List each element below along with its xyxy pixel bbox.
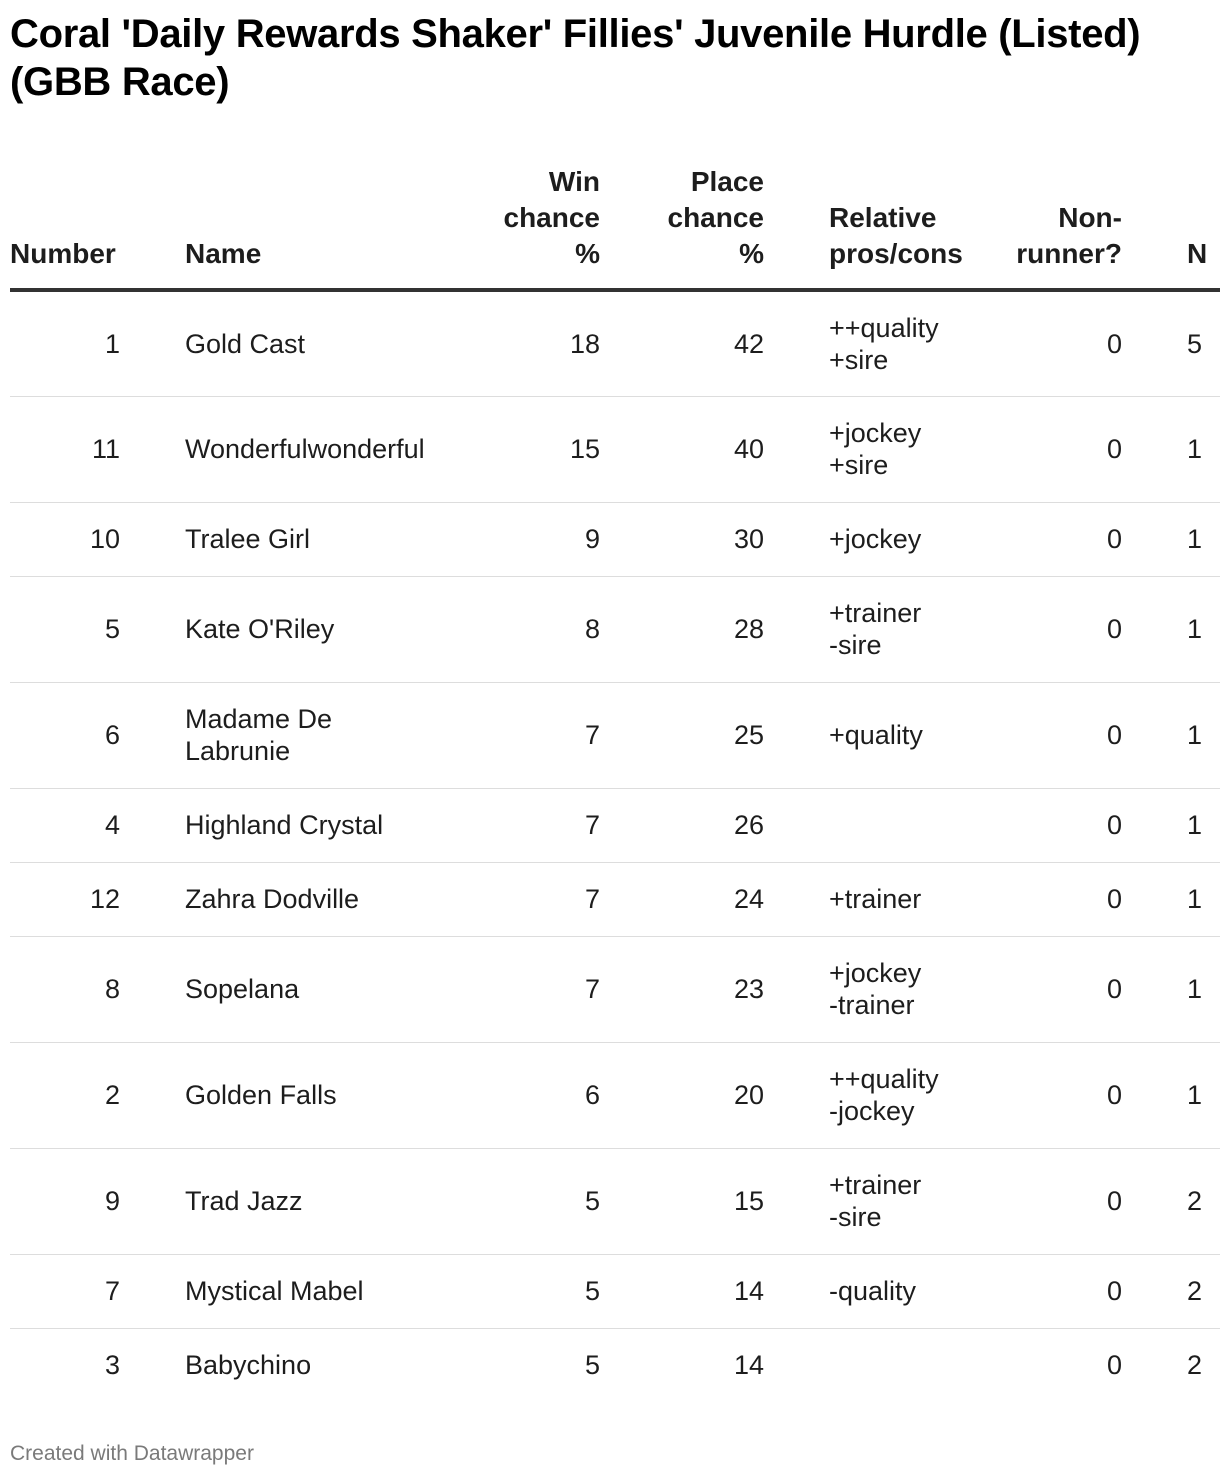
- footer-credit[interactable]: Created with Datawrapper: [10, 1442, 254, 1465]
- cell-non-runner: [954, 396, 1122, 502]
- cell-name: [120, 1042, 410, 1148]
- cell-place-chance: [600, 1328, 764, 1402]
- cell-relative-pros-cons-text: +trainer: [829, 884, 922, 914]
- cell-non-runner-text: 0: [1106, 1350, 1122, 1381]
- cell-place-chance: [600, 862, 764, 936]
- cell-extra: [1122, 1042, 1220, 1148]
- cell-win-chance-text: 7: [584, 810, 600, 840]
- cell-place-chance: [600, 502, 764, 576]
- cell-name: [120, 936, 410, 1042]
- cell-number: [10, 1328, 120, 1402]
- cell-relative-pros-cons-text: ++quality -jockey: [829, 1064, 939, 1126]
- cell-extra-text: 1: [1187, 434, 1203, 464]
- cell-place-chance-text: 14: [733, 1276, 764, 1306]
- cell-place-chance: [600, 576, 764, 682]
- header-non-runner[interactable]: [954, 160, 1122, 290]
- header-place-chance[interactable]: [600, 160, 764, 290]
- cell-extra-text: 1: [1187, 974, 1203, 1004]
- cell-win-chance-text: 8: [584, 614, 600, 644]
- cell-extra-text: 1: [1187, 1080, 1203, 1110]
- cell-extra-text: 1: [1187, 524, 1203, 554]
- cell-number-text: 12: [89, 884, 120, 914]
- cell-relative-pros-cons: [764, 862, 954, 936]
- table-row: [10, 396, 1220, 502]
- cell-non-runner-text: 0: [1106, 974, 1122, 1004]
- cell-win-chance-text: 15: [569, 434, 600, 464]
- cell-relative-pros-cons-text: +trainer -sire: [829, 1170, 922, 1232]
- cell-name-text: Wonderfulwonderful: [185, 434, 425, 464]
- cell-extra-text: 2: [1187, 1350, 1203, 1381]
- cell-number: [10, 290, 120, 396]
- table-row: [10, 1148, 1220, 1254]
- cell-place-chance: [600, 936, 764, 1042]
- table-row: [10, 682, 1220, 788]
- cell-place-chance: [600, 788, 764, 862]
- cell-number-text: 6: [104, 720, 120, 750]
- table-row: [10, 1042, 1220, 1148]
- cell-place-chance-text: 40: [733, 434, 764, 464]
- cell-extra: [1122, 1254, 1220, 1328]
- cell-extra-text: 1: [1187, 720, 1203, 750]
- cell-win-chance-text: 5: [584, 1186, 600, 1216]
- cell-place-chance-text: 25: [733, 720, 764, 750]
- cell-extra: [1122, 1328, 1220, 1402]
- cell-place-chance-text: 20: [733, 1080, 764, 1110]
- cell-place-chance-text: 15: [733, 1186, 764, 1216]
- cell-relative-pros-cons: [764, 682, 954, 788]
- cell-win-chance: [410, 862, 600, 936]
- cell-extra: [1122, 936, 1220, 1042]
- cell-place-chance-text: 26: [733, 810, 764, 840]
- cell-relative-pros-cons: [764, 788, 954, 862]
- cell-number-text: 2: [104, 1080, 120, 1110]
- cell-win-chance-text: 9: [584, 524, 600, 554]
- cell-relative-pros-cons-text: +jockey +sire: [829, 418, 922, 480]
- cell-win-chance: [410, 502, 600, 576]
- cell-non-runner-text: 0: [1106, 810, 1122, 840]
- cell-relative-pros-cons: [764, 290, 954, 396]
- cell-name: [120, 290, 410, 396]
- cell-relative-pros-cons-text: -quality: [829, 1276, 917, 1306]
- header-place-chance-label: Place chance %: [667, 166, 764, 269]
- header-win-chance[interactable]: [410, 160, 600, 290]
- cell-number: [10, 576, 120, 682]
- cell-place-chance-text: 42: [733, 328, 764, 359]
- cell-extra: [1122, 290, 1220, 396]
- cell-win-chance-text: 7: [584, 884, 600, 914]
- cell-name-text: Sopelana: [185, 974, 300, 1004]
- cell-place-chance: [600, 1148, 764, 1254]
- cell-extra: [1122, 862, 1220, 936]
- cell-number-text: 5: [104, 614, 120, 644]
- cell-win-chance-text: 6: [584, 1080, 600, 1110]
- cell-extra-text: 1: [1187, 884, 1203, 914]
- cell-win-chance: [410, 576, 600, 682]
- cell-number: [10, 682, 120, 788]
- cell-extra: [1122, 682, 1220, 788]
- cell-non-runner: [954, 1042, 1122, 1148]
- cell-name-text: Gold Cast: [185, 328, 306, 359]
- cell-extra-text: 1: [1187, 810, 1203, 840]
- cell-win-chance-text: 7: [584, 974, 600, 1004]
- cell-place-chance-text: 14: [733, 1350, 764, 1381]
- cell-non-runner-text: 0: [1106, 1186, 1122, 1216]
- cell-relative-pros-cons: [764, 936, 954, 1042]
- cell-win-chance: [410, 1148, 600, 1254]
- cell-name-text: Trad Jazz: [185, 1186, 303, 1216]
- cell-win-chance: [410, 1042, 600, 1148]
- cell-non-runner: [954, 682, 1122, 788]
- cell-number-text: 4: [104, 810, 120, 840]
- table-header-row: [10, 160, 1220, 290]
- cell-relative-pros-cons: [764, 1328, 954, 1402]
- cell-name-text: Highland Crystal: [185, 810, 384, 840]
- cell-win-chance: [410, 682, 600, 788]
- cell-non-runner-text: 0: [1106, 884, 1122, 914]
- table-row: [10, 936, 1220, 1042]
- cell-name-text: Madame De Labrunie: [185, 704, 333, 766]
- cell-place-chance-text: 30: [733, 524, 764, 554]
- cell-number-text: 7: [104, 1276, 120, 1306]
- cell-place-chance: [600, 682, 764, 788]
- chart-title: Coral 'Daily Rewards Shaker' Fillies' Juvenile Hurdle (Listed) (GBB Race): [10, 12, 1141, 104]
- cell-extra: [1122, 502, 1220, 576]
- table-row: [10, 1328, 1220, 1402]
- cell-win-chance-text: 5: [584, 1350, 600, 1381]
- cell-win-chance-text: 7: [584, 720, 600, 750]
- cell-non-runner-text: 0: [1106, 720, 1122, 750]
- cell-non-runner: [954, 1328, 1122, 1402]
- cell-number: [10, 788, 120, 862]
- header-name[interactable]: Name: [120, 160, 410, 290]
- cell-number: [10, 396, 120, 502]
- cell-relative-pros-cons-text: +quality: [829, 720, 923, 750]
- cell-relative-pros-cons: [764, 576, 954, 682]
- cell-name-text: Zahra Dodville: [185, 884, 360, 914]
- cell-name-text: Mystical Mabel: [185, 1276, 364, 1306]
- cell-relative-pros-cons-text: +jockey -trainer: [829, 958, 922, 1020]
- cell-place-chance: [600, 1042, 764, 1148]
- cell-win-chance: [410, 290, 600, 396]
- table-row: [10, 290, 1220, 396]
- cell-name: [120, 502, 410, 576]
- cell-non-runner: [954, 576, 1122, 682]
- header-win-chance-label: Win chance %: [503, 166, 600, 269]
- cell-non-runner-text: 0: [1106, 614, 1122, 644]
- header-relative-pros-cons[interactable]: [764, 160, 963, 290]
- cell-non-runner: [954, 936, 1122, 1042]
- cell-extra: [1122, 1148, 1220, 1254]
- cell-extra-text: 5: [1187, 328, 1203, 359]
- cell-non-runner: [954, 502, 1122, 576]
- cell-relative-pros-cons: [764, 1042, 954, 1148]
- table-body: [10, 290, 1220, 1402]
- cell-relative-pros-cons-text: +jockey: [829, 524, 922, 554]
- cell-extra-text: 1: [1187, 614, 1203, 644]
- cell-place-chance-text: 23: [733, 974, 764, 1004]
- cell-name-text: Kate O'Riley: [185, 614, 335, 644]
- cell-non-runner: [954, 1148, 1122, 1254]
- cell-relative-pros-cons: [764, 502, 954, 576]
- cell-name: [120, 1148, 410, 1254]
- cell-win-chance: [410, 936, 600, 1042]
- cell-name-text: Golden Falls: [185, 1080, 337, 1110]
- cell-number: [10, 1148, 120, 1254]
- cell-non-runner-text: 0: [1106, 434, 1122, 464]
- cell-win-chance: [410, 1328, 600, 1402]
- cell-non-runner: [954, 862, 1122, 936]
- cell-number-text: 11: [91, 434, 120, 464]
- cell-name: [120, 396, 425, 502]
- table-row: [10, 862, 1220, 936]
- cell-relative-pros-cons: [764, 1254, 954, 1328]
- cell-non-runner: [954, 290, 1122, 396]
- cell-place-chance-text: 28: [733, 614, 764, 644]
- cell-number: [10, 1254, 120, 1328]
- cell-non-runner: [954, 788, 1122, 862]
- cell-place-chance: [600, 290, 764, 396]
- cell-non-runner-text: 0: [1106, 328, 1122, 359]
- cell-relative-pros-cons: [764, 1148, 954, 1254]
- cell-number-text: 3: [104, 1350, 120, 1381]
- cell-number-text: 9: [104, 1186, 120, 1216]
- cell-non-runner-text: 0: [1106, 1080, 1122, 1110]
- header-extra[interactable]: N: [1122, 160, 1220, 290]
- cell-name: [120, 1328, 410, 1402]
- cell-number: [10, 936, 120, 1042]
- runners-table-wrapper: [10, 160, 1220, 1430]
- cell-place-chance-text: 24: [733, 884, 764, 914]
- cell-number-text: 10: [89, 524, 120, 554]
- header-relative-pros-cons-label: Relative pros/cons: [829, 202, 963, 269]
- cell-extra-text: 2: [1187, 1276, 1203, 1306]
- cell-extra: [1122, 576, 1220, 682]
- cell-number-text: 8: [104, 974, 120, 1004]
- cell-number: [10, 862, 120, 936]
- cell-win-chance: [410, 396, 600, 502]
- cell-place-chance: [600, 1254, 764, 1328]
- cell-name: [120, 576, 410, 682]
- cell-win-chance: [410, 788, 600, 862]
- header-non-runner-label: Non-runner?: [1016, 202, 1122, 269]
- cell-relative-pros-cons-text: ++quality +sire: [829, 312, 939, 375]
- cell-relative-pros-cons: [764, 396, 954, 502]
- cell-non-runner-text: 0: [1106, 524, 1122, 554]
- cell-extra: [1122, 788, 1220, 862]
- cell-non-runner-text: 0: [1106, 1276, 1122, 1306]
- header-number[interactable]: Number: [10, 160, 120, 290]
- cell-non-runner: [954, 1254, 1122, 1328]
- table-row: [10, 788, 1220, 862]
- runners-table: [10, 160, 1220, 1402]
- cell-win-chance: [410, 1254, 600, 1328]
- cell-name: [120, 788, 410, 862]
- cell-place-chance: [600, 396, 764, 502]
- cell-name-text: Babychino: [185, 1350, 312, 1381]
- cell-win-chance-text: 18: [569, 328, 600, 359]
- table-row: [10, 1254, 1220, 1328]
- cell-relative-pros-cons-text: +trainer -sire: [829, 598, 922, 660]
- cell-name: [120, 682, 410, 788]
- cell-extra: [1122, 396, 1220, 502]
- table-row: [10, 502, 1220, 576]
- cell-number: [10, 502, 120, 576]
- table-row: [10, 576, 1220, 682]
- cell-win-chance-text: 5: [584, 1276, 600, 1306]
- cell-name: [120, 862, 410, 936]
- cell-number-text: 1: [104, 328, 120, 359]
- cell-name: [120, 1254, 410, 1328]
- cell-number: [10, 1042, 120, 1148]
- cell-name-text: Tralee Girl: [185, 524, 311, 554]
- cell-extra-text: 2: [1187, 1186, 1203, 1216]
